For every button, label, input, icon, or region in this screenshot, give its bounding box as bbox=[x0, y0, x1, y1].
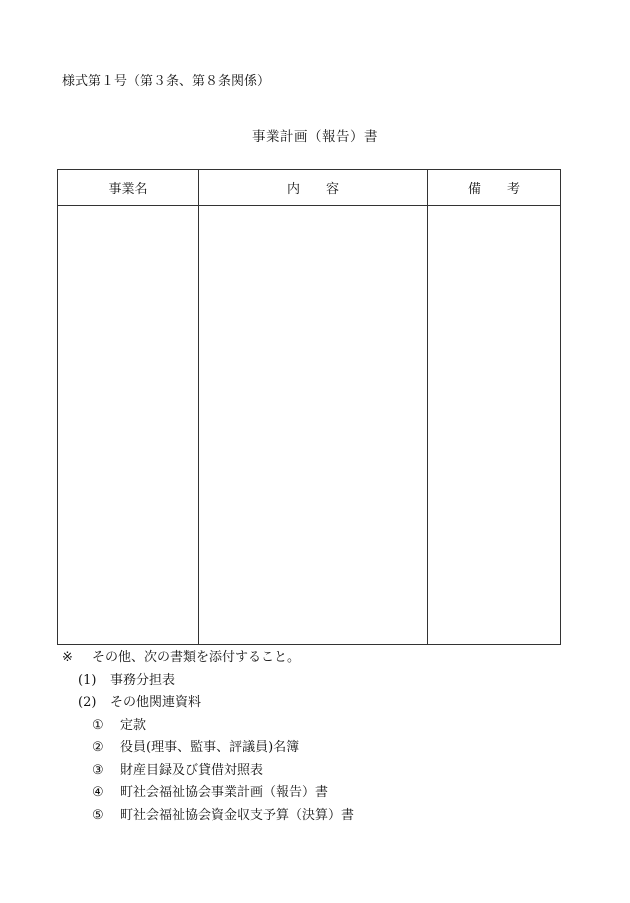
reference-mark: ※ bbox=[62, 650, 73, 665]
remarks-cell[interactable] bbox=[428, 206, 561, 645]
document-title: 事業計画（報告）書 bbox=[252, 129, 378, 145]
note-subitem-number: ③ bbox=[92, 762, 104, 778]
form-number: 様式第１号（第３条、第８条関係） bbox=[62, 74, 271, 89]
business-plan-table bbox=[57, 169, 561, 645]
note-subitem-number: ④ bbox=[92, 785, 104, 800]
note-item-text: 事務分担表 bbox=[110, 672, 176, 688]
note-subitem-number: ② bbox=[92, 740, 104, 755]
note-subitem-text: 町社会福祉協会事業計画（報告）書 bbox=[120, 785, 329, 800]
note-item-number: (2) bbox=[78, 695, 97, 710]
note-subitem-number: ① bbox=[92, 717, 104, 733]
note-subitem bbox=[62, 737, 354, 760]
header-business-name: 事業名 bbox=[58, 170, 199, 206]
note-subitem-text: 役員(理事、監事、評議員)名簿 bbox=[120, 740, 300, 755]
note-subitem bbox=[62, 715, 354, 738]
attachment-notes bbox=[62, 647, 354, 827]
header-remarks: 備 考 bbox=[428, 170, 561, 206]
business-name-cell[interactable] bbox=[58, 206, 199, 645]
note-subitem bbox=[62, 805, 354, 828]
table-header-row bbox=[58, 170, 561, 206]
note-subitem-text: 町社会福祉協会資金収支予算（決算）書 bbox=[120, 807, 355, 823]
note-subitem-text: 財産目録及び貸借対照表 bbox=[120, 762, 264, 778]
note-item-number: (1) bbox=[78, 672, 97, 688]
notes-intro-line bbox=[62, 647, 354, 670]
note-item bbox=[62, 670, 354, 693]
note-subitem bbox=[62, 760, 354, 783]
header-content: 内 容 bbox=[199, 170, 428, 206]
note-item-text: その他関連資料 bbox=[110, 695, 202, 710]
note-item bbox=[62, 692, 354, 715]
note-subitem bbox=[62, 782, 354, 805]
note-subitem-text: 定款 bbox=[120, 717, 147, 733]
note-subitem-number: ⑤ bbox=[92, 807, 104, 823]
notes-intro-text: その他、次の書類を添付すること。 bbox=[92, 650, 301, 665]
content-cell[interactable] bbox=[199, 206, 428, 645]
table-body-row bbox=[58, 206, 561, 645]
